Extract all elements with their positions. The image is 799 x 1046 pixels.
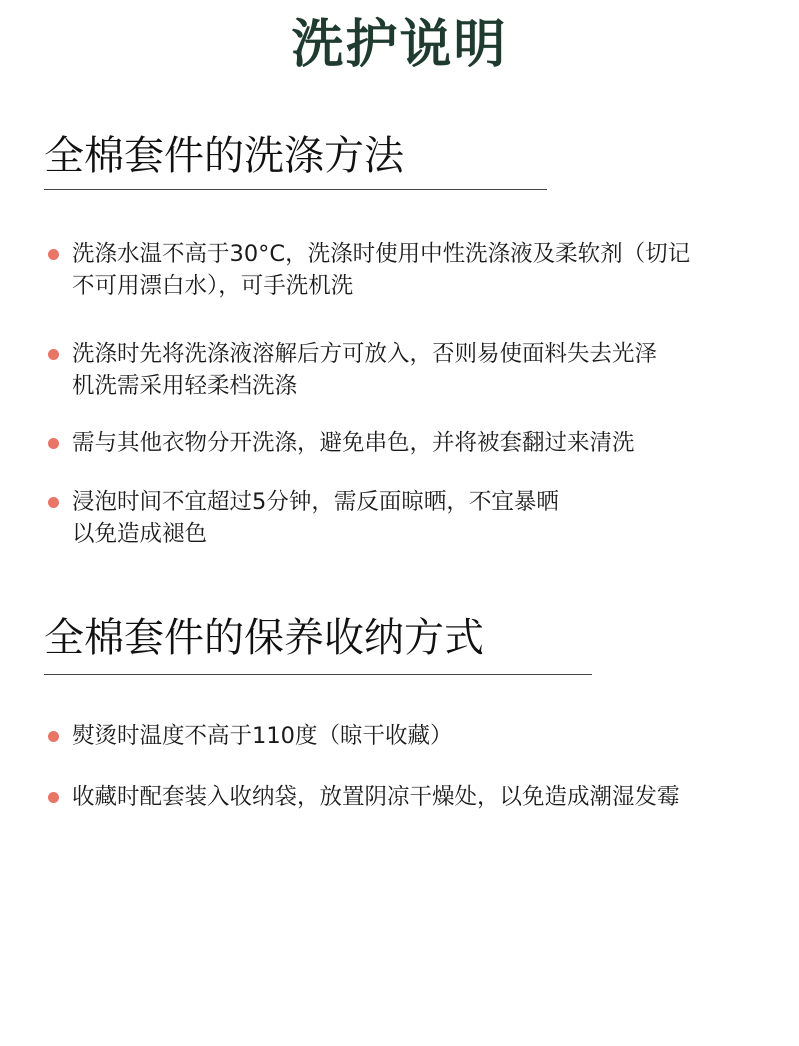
list-item-line: 洗涤时先将洗涤液溶解后方可放入，否则易使面料失去光泽 — [72, 341, 658, 367]
bullet-dot-icon — [48, 438, 59, 449]
section-divider — [44, 674, 592, 675]
page-title: 洗护说明 — [291, 15, 508, 75]
list-item — [48, 338, 768, 402]
list-item-line: 熨烫时温度不高于110度（晾干收藏） — [72, 723, 453, 749]
list-item — [48, 720, 768, 752]
list-item-text — [72, 781, 680, 813]
list-item-line: 洗涤水温不高于30°C，洗涤时使用中性洗涤液及柔软剂（切记 — [72, 241, 691, 267]
list-item — [48, 486, 768, 550]
section-heading-storage: 全棉套件的保养收纳方式 — [44, 615, 484, 661]
list-item-line: 以免造成褪色 — [72, 521, 208, 547]
list-item-text — [72, 486, 559, 550]
list-item-line: 收藏时配套装入收纳袋，放置阴凉干燥处，以免造成潮湿发霉 — [72, 784, 680, 810]
section-heading-washing: 全棉套件的洗涤方法 — [44, 133, 404, 179]
list-item-line: 浸泡时间不宜超过5分钟，需反面晾晒，不宜暴晒 — [72, 489, 559, 515]
bullet-dot-icon — [48, 249, 59, 260]
list-item-text — [72, 427, 635, 459]
list-item-text — [72, 238, 690, 302]
list-item-text — [72, 720, 452, 752]
list-item — [48, 781, 768, 813]
list-item-text — [72, 338, 657, 402]
list-item — [48, 238, 768, 302]
bullet-dot-icon — [48, 349, 59, 360]
bullet-dot-icon — [48, 792, 59, 803]
list-item-line: 需与其他衣物分开洗涤，避免串色，并将被套翻过来清洗 — [72, 430, 635, 456]
list-item-line: 机洗需采用轻柔档洗涤 — [72, 373, 298, 399]
list-item — [48, 427, 768, 459]
bullet-dot-icon — [48, 497, 59, 508]
section-divider — [44, 189, 547, 190]
list-item-line: 不可用漂白水），可手洗机洗 — [72, 273, 354, 299]
bullet-dot-icon — [48, 731, 59, 742]
